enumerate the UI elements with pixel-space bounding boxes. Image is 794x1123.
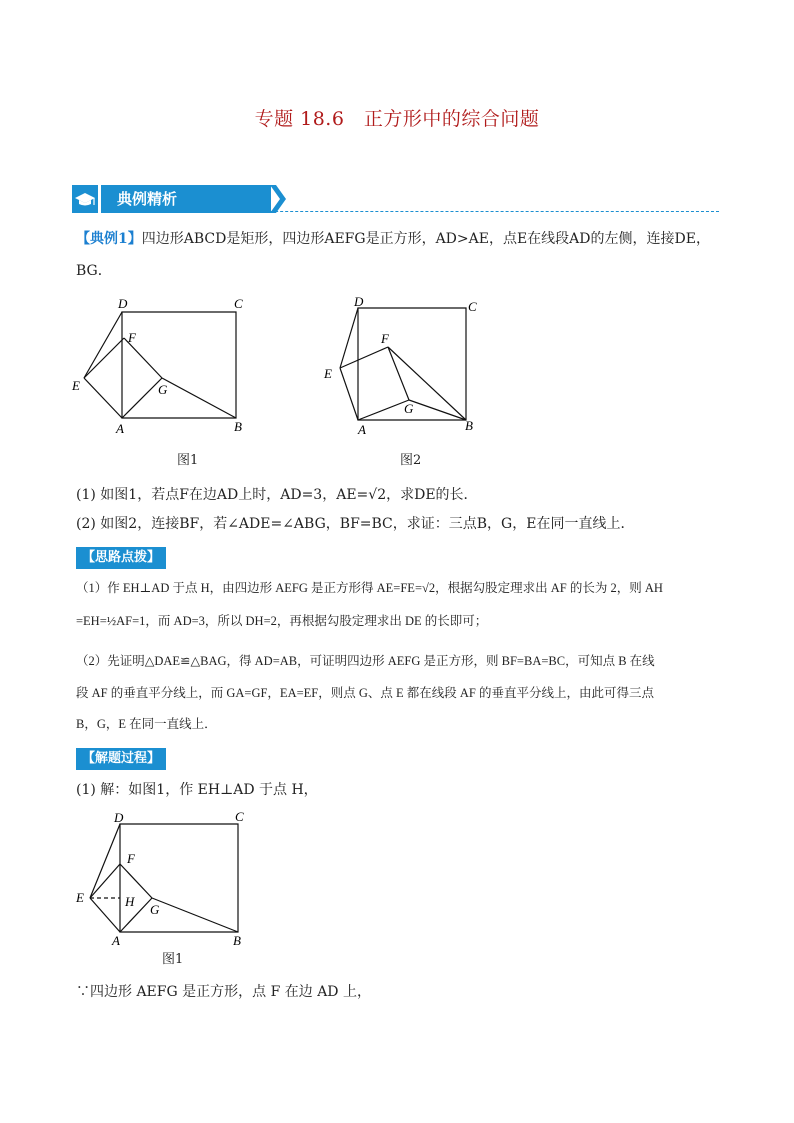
hint-line-5: B，G，E 在同一直线上． — [76, 717, 217, 731]
page-title: 专题 18.6 正方形中的综合问题 — [254, 108, 540, 130]
hint-line-4: 段 AF 的垂直平分线上，而 GA=GF，EA=EF，则点 G、点 E 都在线段 AF 的垂直平分线上，由此可得三点 — [76, 686, 655, 700]
fig3-label-g: G — [150, 902, 160, 917]
fig3-label-e: E — [76, 890, 84, 905]
graduation-cap-icon — [72, 185, 98, 213]
solution-label: 【解题过程】 — [76, 747, 166, 770]
fig2-label-g: G — [404, 401, 414, 416]
question-1: (1) 如图1，若点F在边AD上时，AD=3，AE=√2，求DE的长． — [76, 487, 478, 503]
fig1-label-a: A — [116, 421, 124, 436]
fig1-label-g: G — [158, 382, 168, 397]
solution-step-1: (1) 解：如图1，作 EH⊥AD 于点 H， — [76, 782, 318, 798]
fig2-label-c: C — [468, 299, 477, 314]
figure-2 — [318, 292, 493, 442]
fig2-label-e: E — [324, 366, 332, 381]
hint-line-1: （1）作 EH⊥AD 于点 H，由四边形 AEFG 是正方形得 AE=FE=√2，根据勾股定理求出 AF 的长为 2，则 AH — [76, 581, 663, 595]
fig2-label-d: D — [354, 294, 364, 309]
example-tag: 【典例1】 — [76, 231, 142, 247]
fig1-label-b: B — [234, 419, 242, 434]
fig1-label-e: E — [72, 378, 80, 393]
fig2-label-a: A — [358, 422, 366, 437]
hint-line-2: =EH=½AF=1，而 AD=3，所以 DH=2，再根据勾股定理求出 DE 的长即可； — [76, 614, 488, 628]
question-2: (2) 如图2，连接BF，若∠ADE=∠ABG，BF=BC，求证：三点B，G，E在同一直线上． — [76, 516, 635, 532]
chevron-right-icon — [270, 185, 288, 213]
example-text-cont: BG． — [76, 263, 112, 279]
section-label: 典例精析 — [101, 185, 271, 213]
fig3-label-b: B — [233, 933, 241, 948]
fig2-caption: 图2 — [400, 453, 422, 468]
fig3-label-a: A — [112, 933, 120, 948]
fig3-label-c: C — [235, 809, 244, 824]
fig1-label-f: F — [128, 330, 136, 345]
figure-1 — [66, 292, 256, 442]
section-divider — [205, 211, 719, 212]
fig3-label-h: H — [125, 894, 135, 909]
fig1-label-d: D — [118, 296, 128, 311]
fig3-caption: 图1 — [162, 952, 184, 967]
hint-line-3: （2）先证明△DAE≌△BAG，得 AD=AB，可证明四边形 AEFG 是正方形，则 BF=BA=BC，可知点 B 在线 — [76, 654, 655, 668]
fig3-label-f: F — [127, 851, 135, 866]
fig1-label-c: C — [234, 296, 243, 311]
fig1-caption: 图1 — [177, 453, 199, 468]
fig2-label-b: B — [465, 418, 473, 433]
example-text: 四边形ABCD是矩形，四边形AEFG是正方形，AD>AE，点E在线段AD的左侧，连接DE， — [141, 231, 710, 247]
hint-label: 【思路点拨】 — [76, 546, 166, 569]
example-statement — [76, 224, 726, 254]
figure-3 — [70, 806, 260, 956]
fig3-label-d: D — [114, 810, 124, 825]
fig2-label-f: F — [381, 331, 389, 346]
solution-step-2: ∵四边形 AEFG 是正方形，点 F 在边 AD 上， — [76, 984, 371, 1000]
